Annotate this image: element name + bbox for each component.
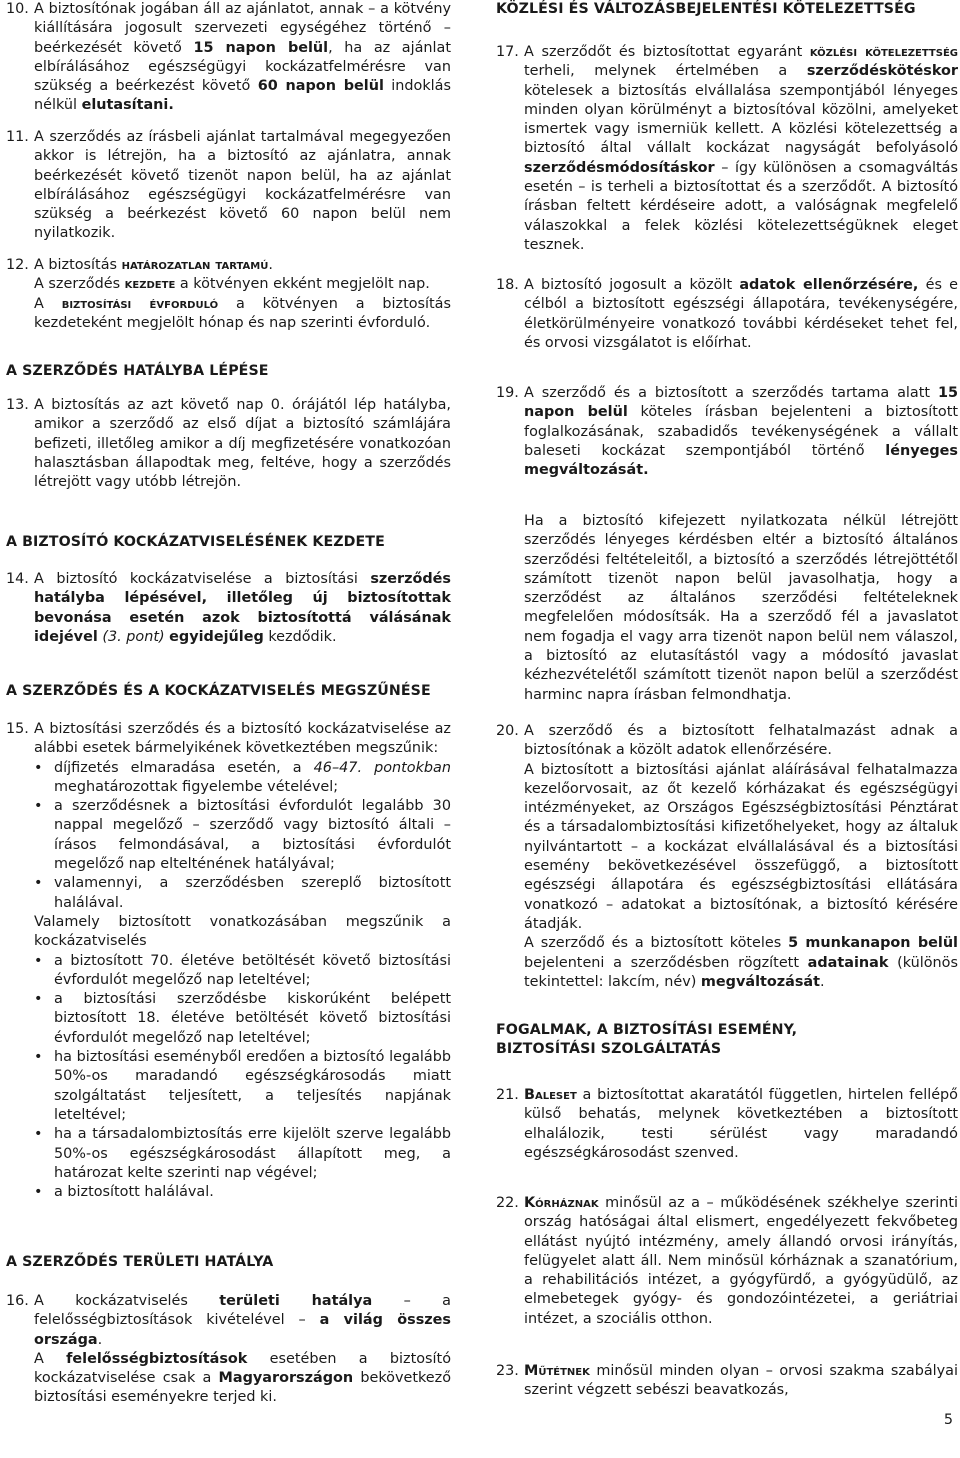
termination-list [34,952,451,1203]
list-item: • díjfizetés elmaradása esetén, a 46–47. pontokban meghatározottak figyelembe vételével; [34,759,451,798]
paragraph-number: 12. [6,257,29,273]
italic-reference: (3. pont) [97,628,165,645]
list-item: • a szerződésnek a biztosítási évfordulót legalább 30 nappal megelőző – szerződő vagy biztosító általi – írásos felmondásával, a biztosítási évfordulót megelőző nap eltelténének hatályával; [34,797,451,874]
small-caps-term: közlési kötelezettség [809,44,958,60]
paragraph-18: 18. A biztosító jogosult a közölt adatok ellenőrzésére, és e célból a biztosított egészségi állapotára, tevékenységére, életkörülményeire vonatkozó további kérdéseket tehet fel, és orvosi vizsgálatot is előírhat. [496,276,958,353]
bullet-icon: • [34,875,43,892]
intro-text: A biztosítási szerződés és a biztosító kockázatviselése az alábbi esetek bármelyikének következtében megszűnik: [34,721,451,757]
list-item: • a biztosítási szerződésbe kiskorúként belépett biztosított 18. életéve betöltését követő biztosítási évfordulót megelőző nap leteltével; [34,990,451,1048]
paragraph-number: 18. [496,277,519,293]
paragraph-19: 19. A szerződő és a biztosított a szerződés tartama alatt 15 napon belül köteles írásban bejelenteni a biztosított foglalkozásának, szabadidős tevékenységének a vállalt baleseti kockázat szempontjából történő lényeges megváltozását. [496,384,958,480]
defined-term: Baleset [524,1087,577,1103]
paragraph-12: 12. A biztosítás határozatlan tartamú. A szerződés kezdete a kötvényen ekként megjelölt nap. A biztosítási évforduló a kötvényen a biztosítás kezdeteként megjelölt hónap és nap szerinti évforduló. [6,256,451,333]
list-item: • valamennyi, a szerződésben szereplő biztosított halálával. [34,874,451,913]
paragraph-number: 13. [6,397,29,413]
defined-term: Kórháznak [524,1195,599,1211]
paragraph-number: 16. [6,1293,29,1309]
paragraph-number: 15. [6,721,29,737]
paragraph-10 [6,0,451,116]
paragraph-13 [6,396,451,492]
bullet-icon: • [34,991,43,1008]
small-caps-term: biztosítási évforduló [61,295,219,312]
paragraph-15 [6,720,451,1202]
bullet-icon: • [34,1049,43,1066]
paragraph-19-continuation: Ha a biztosító kifejezett nyilatkozata nélkül létrejött szerződés lényeges kérdésben eltér a biztosító általános szerződési feltételeitől, a biztosító a szerződés létrejöttétől számított tizenöt napon belül javasolhatja, hogy a szerződést az általános szerződési feltételeknek megfelelően módosítsák. Ha a szerződő fél a javaslatot nem fogadja el vagy arra tizenöt napon belül nem válaszol, a biztosító az elutasítástól vagy a módosító javaslat kézhezvételétől számított tizenöt napon belül a szerződést harminc napra írásban felmondhatja. [524,513,958,703]
bold-text: 60 napon belül [257,78,384,95]
list-item: • a biztosított halálával. [34,1183,451,1202]
paragraph-23: 23. Műtétnek minősül minden olyan – orvosi szakma szabályai szerint végzett sebészi beavatkozás, [496,1362,958,1401]
bold-text: szerződés hatályba lépésével, illetőleg új biztosítottak bevonása esetén azok biztosítottá válásának idejével [34,571,451,645]
list-item: • a biztosított 70. életéve betöltését követő biztosítási évfordulót megelőző nap leteltével; [34,952,451,991]
termination-list [34,759,451,913]
paragraph-number: 21. [496,1087,519,1103]
section-heading: A BIZTOSÍTÓ KOCKÁZATVISELÉSÉNEK KEZDETE [6,534,385,550]
bold-text: elutasítani. [81,97,174,114]
bold-text: 15 napon belül [193,39,329,56]
section-heading: A SZERZŐDÉS TERÜLETI HATÁLYA [6,1254,274,1270]
text: A szerződés az írásbeli ajánlat tartalmával megegyezően akkor is létrejön, ha a biztosító az ajánlatra, annak beérkezését követő tizenöt napon belül, ha az ajánlat elbírálásához egészségügyi kockázatfelmérésre van szükség a beérkezést követő 60 napon belül nem nyilatkozik. [34,129,451,242]
intro-text: Valamely biztosított vonatkozásában megszűnik a kockázatviselés [34,913,451,950]
bullet-icon: • [34,759,43,776]
paragraph-number: 11. [6,129,29,145]
text: , ha az ajánlat elbírálásához egészségügyi kockázatfelmérésre van szükség a beérkezést követő [34,39,452,95]
paragraph-number: 17. [496,44,519,60]
paragraph-22: 22. Kórháznak minősül az a – működésének székhelye szerinti ország hatóságai által elismert, engedélyezett fekvőbeteg ellátást nyújtó intézmény, amely állandó orvosi irányítás, felügyelet alatt áll. Nem minősül kórháznak a szanatórium, a rehabilitációs intézet, a gyógyfürdő, a gyógyüdülő, az elmebetegek gyógy- és gondozóintézetei, a geriátriai intézet, a szociális otthon. [496,1194,958,1329]
section-heading: A SZERZŐDÉS ÉS A KOCKÁZATVISELÉS MEGSZŰNÉSE [6,683,431,699]
paragraph-11 [6,128,451,244]
section-heading: A SZERZŐDÉS HATÁLYBA LÉPÉSE [6,363,269,379]
defined-term: Műtétnek [524,1363,590,1379]
bullet-icon: • [34,1126,43,1143]
text: A biztosítónak jogában áll az ajánlatot, annak – a kötvény kiállítására jogosult szervezeti egységéhez történő – beérkezését követő [34,1,451,56]
paragraph-20: 20. A szerződő és a biztosított felhatalmazást adnak a biztosítónak a közölt adatok ellenőrzésére. A biztosított a biztosítási ajánlat aláírásával felhatalmazza kezelőorvosait, az őt kezelő kórházakat és egészségügyi intézményeket, az Országos Egészségbiztosítási Pénztárat és a társadalombiztosítási kifizetőhelyeket, hogy az általuk nyilvántartott – a kockázat elvállalásával és a biztosítási esemény bekövetkezésével összefüggő, a biztosított egészségi állapotára és egészségbiztosítási ellátására vonatkozó – adatokat a biztosítónak, a biztosító kérésére átadják. A szerződő és a biztosított köteles 5 munkanapon belül bejelenteni a szerződésben rögzített adatainak (különös tekintettel: lakcím, név) megváltozását. [496,722,958,992]
paragraph-number: 19. [496,385,519,401]
page-number: 5 [943,1412,953,1428]
paragraph-number: 14. [6,571,29,587]
small-caps-term: kezdete [124,276,176,293]
paragraph-21: 21. Baleset a biztosítottat akaratától független, hirtelen fellépő külső behatás, melynek következtében a biztosított elhalálozik, testi sérülést vagy maradandó egészségkárosodást szenved. [496,1086,958,1163]
bullet-icon: • [34,798,43,815]
paragraph-number: 10. [6,1,29,17]
paragraph-number: 20. [496,723,519,739]
bullet-icon: • [34,1184,43,1201]
list-item: • ha a társadalombiztosítás erre kijelölt szerve legalább 50%-os egészségkárosodást állapított meg, a határozat kelte szerinti nap végével; [34,1125,451,1183]
paragraph-number: 23. [496,1363,519,1379]
small-caps-term: határozatlan tartamú [121,257,269,273]
paragraph-number: 22. [496,1195,519,1211]
text: A biztosítás az azt követő nap 0. órájától lép hatályba, amikor a szerződő az első díjat a biztosító számlájára befizeti, illetőleg amikor a díj megfizetésére vonatkozóan halasztásban állapodtak meg, feltéve, hogy a szerződés létrejött vagy utóbb létrejön. [34,397,451,491]
list-item: • ha biztosítási eseményből eredően a biztosító legalább 50%-os maradandó egészségkárosodás miatt szolgáltatást teljesített, a teljesítés napjának leteltével; [34,1048,451,1125]
section-heading: KÖZLÉSI ÉS VÁLTOZÁSBEJELENTÉSI KÖTELEZETTSÉG [496,1,916,17]
bold-text: egyidejűleg [169,628,264,645]
paragraph-17: 17. A szerződőt és biztosítottat egyaránt közlési kötelezettség terheli, melynek értelmében a szerződéskötéskor kötelesek a biztosítás elvállalása szempontjából lényeges minden olyan körülményt a biztosítóval közölni, amelyeket ismertek vagy ismerniük kellett. A közlési kötelezettség a biztosító által vállalt kockázat nagyságát befolyásoló szerződésmódosításkor – így különösen a csomagváltás esetén – is terheli a biztosítottat és a szerződőt. A biztosító írásban feltett kérdéseire adott, a valóságnak megfelelő válaszokkal a felek közlési kötelezettségüknek eleget tesznek. [496,43,958,255]
bullet-icon: • [34,952,43,969]
paragraph-16: 16. A kockázatviselés területi hatálya – a felelősségbiztosítások kivételével – a világ összes országa. A felelősségbiztosítások esetében a biztosító kockázatviselése csak a Magyarországon bekövetkező biztosítási eseményekre terjed ki. [6,1292,451,1408]
text: indoklás nélkül [34,78,451,114]
paragraph-14: 14. A biztosító kockázatviselése a biztosítási szerződés hatályba lépésével, illetőleg új biztosítottak bevonása esetén azok biztosítottá válásának idejével (3. pont) egyidejűleg kezdődik. [6,570,451,647]
section-heading: FOGALMAK, A BIZTOSÍTÁSI ESEMÉNY, BIZTOSÍTÁSI SZOLGÁLTATÁS [496,1022,798,1058]
